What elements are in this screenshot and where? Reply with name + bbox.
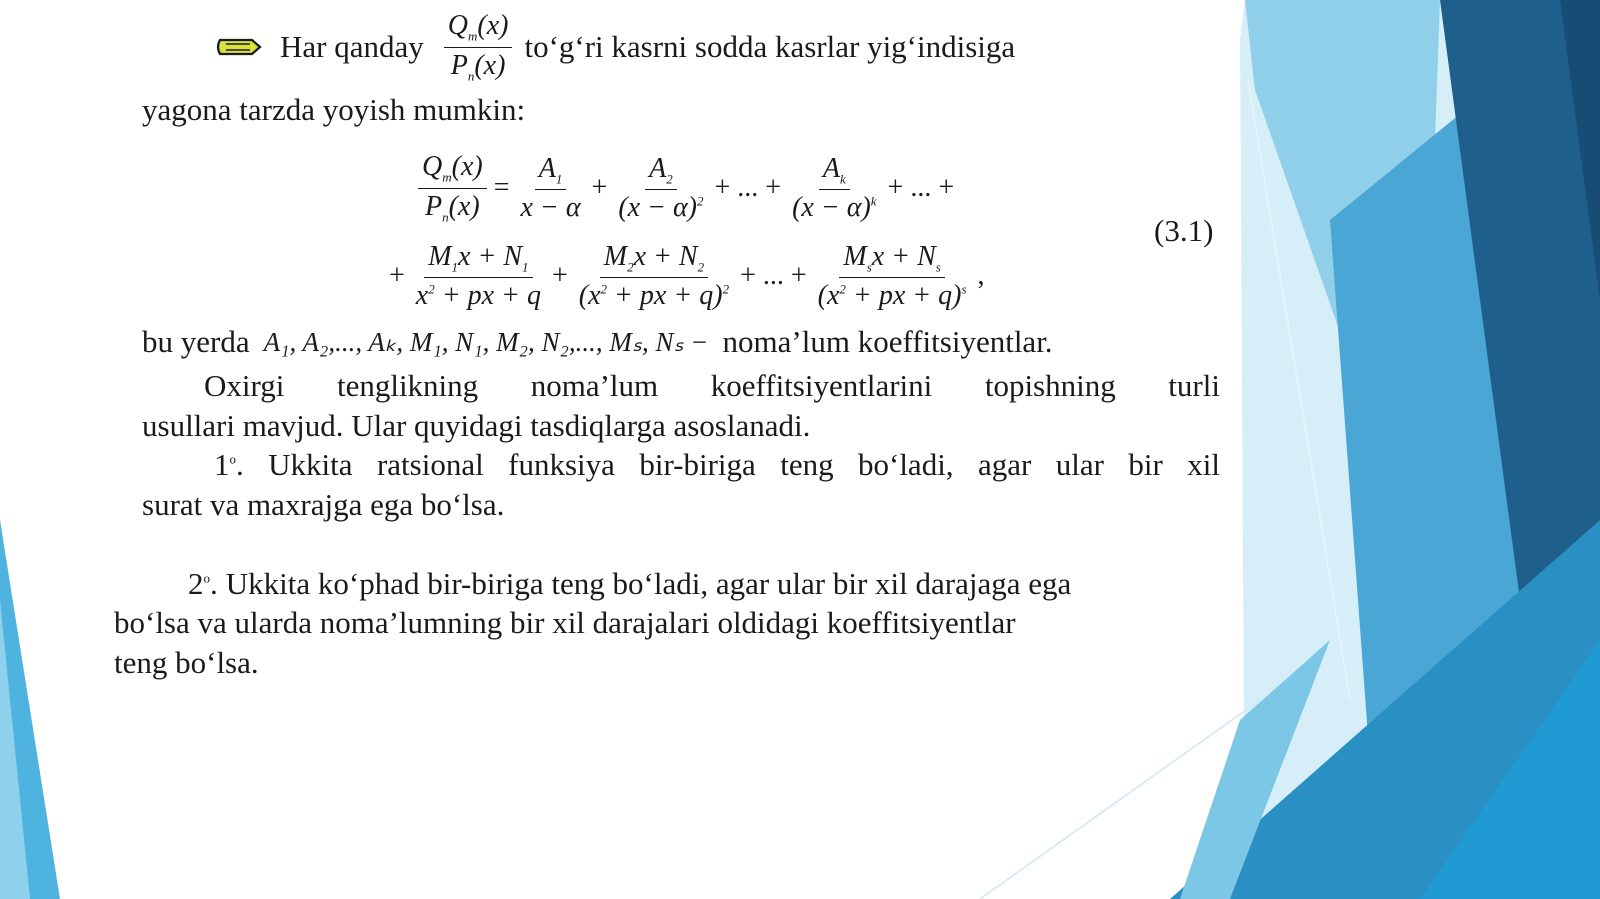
para2-line-2: surat va maxrajga ega bo‘lsa. xyxy=(142,487,505,522)
term-m2-fraction: $\frac{M_2x + N_2}{(x^2 + px + q)^2}$ xyxy=(578,240,730,311)
para1-word: topishning xyxy=(984,368,1116,403)
plus-sign: + xyxy=(591,172,608,203)
ellipsis-plus-3: + ... + xyxy=(740,260,807,291)
intro-lead-text: Har qanday xyxy=(280,29,424,64)
coefficients-line xyxy=(142,322,1053,362)
ellipsis-plus: + ... + xyxy=(714,172,782,203)
para2-word: ratsional xyxy=(376,447,484,482)
para2-word: xil xyxy=(1187,447,1220,482)
para3-line-2: bo‘lsa va ularda noma’lumning bir xil darajalari oldidagi koeffitsiyentlar xyxy=(114,605,1016,640)
para1-word: koeffitsiyentlarini xyxy=(710,368,933,403)
trailing-comma: , xyxy=(977,260,985,291)
ellipsis-plus-2: + ... + xyxy=(887,172,955,203)
term-ak-fraction: $\frac{A_k}{(x - \alpha)^k}$ xyxy=(792,152,877,223)
right-arrow-bullet-icon xyxy=(216,35,264,59)
formula-line-2 xyxy=(386,238,988,314)
para2-word: teng xyxy=(780,447,834,482)
coeffs-lead: bu yerda xyxy=(142,324,250,359)
para1-word: Oxirgi xyxy=(204,368,285,403)
coeffs-tail: noma’lum koeffitsiyentlar. xyxy=(722,324,1053,359)
formula-line-1 xyxy=(414,150,957,226)
para1-word: turli xyxy=(1168,368,1220,403)
equals-sign: = xyxy=(493,172,510,203)
term-a2-fraction: $\frac{A_2}{(x - \alpha)^2}$ xyxy=(618,152,704,223)
coeffs-list: A₁, A₂,..., Aₖ, M₁, N₁, M₂, N₂,..., Mₛ, Nₛ − xyxy=(263,326,709,357)
para2-word: funksiya xyxy=(508,447,615,482)
leading-plus: + xyxy=(389,260,405,291)
equation-number: (3.1) xyxy=(1154,213,1214,248)
para2-word: Ukkita xyxy=(268,447,353,482)
lhs-fraction: $\frac{Q_m(x)}{P_n(x)}$ xyxy=(418,152,487,223)
para3-marker: 2$^o$. xyxy=(188,566,218,601)
para2-word: agar xyxy=(977,447,1032,482)
para2-word: bo‘ladi, xyxy=(858,447,954,482)
para2-line-1 xyxy=(214,449,1220,480)
intro-fraction: $\frac{Q_m(x)}{P_n(x)}$ xyxy=(444,11,513,82)
para1-line-1 xyxy=(204,370,1220,401)
para3-line-3: teng bo‘lsa. xyxy=(114,645,259,680)
term-a1-fraction: $\frac{A_1}{x - \alpha}$ xyxy=(520,152,581,223)
para2-word: bir-biriga xyxy=(639,447,756,482)
term-m1-fraction: $\frac{M_1x + N_1}{x^2 + px + q}$ xyxy=(415,240,541,311)
intro-rest-text: to‘g‘ri kasrni sodda kasrlar yig‘indisiga xyxy=(524,29,1016,64)
intro-line-2: yagona tarzda yoyish mumkin: xyxy=(142,92,526,127)
para2-marker: 1$^o$. xyxy=(214,447,244,482)
intro-line xyxy=(216,12,1015,82)
para1-line-2: usullari mavjud. Ular quyidagi tasdiqlarga asoslanadi. xyxy=(142,408,811,443)
para2-word: bir xyxy=(1128,447,1163,482)
para3-line-1 xyxy=(188,566,1071,602)
para1-word: tenglikning xyxy=(336,368,479,403)
term-ms-fraction: $\frac{M_sx + N_s}{(x^2 + px + q)^s}$ xyxy=(817,240,967,311)
para2-word: ular xyxy=(1055,447,1104,482)
plus-sign-2: + xyxy=(551,260,568,291)
para3-line-1-text: Ukkita ko‘phad bir-biriga teng bo‘ladi, agar ular bir xil darajaga ega xyxy=(225,566,1072,601)
para1-word: noma’lum xyxy=(530,368,659,403)
